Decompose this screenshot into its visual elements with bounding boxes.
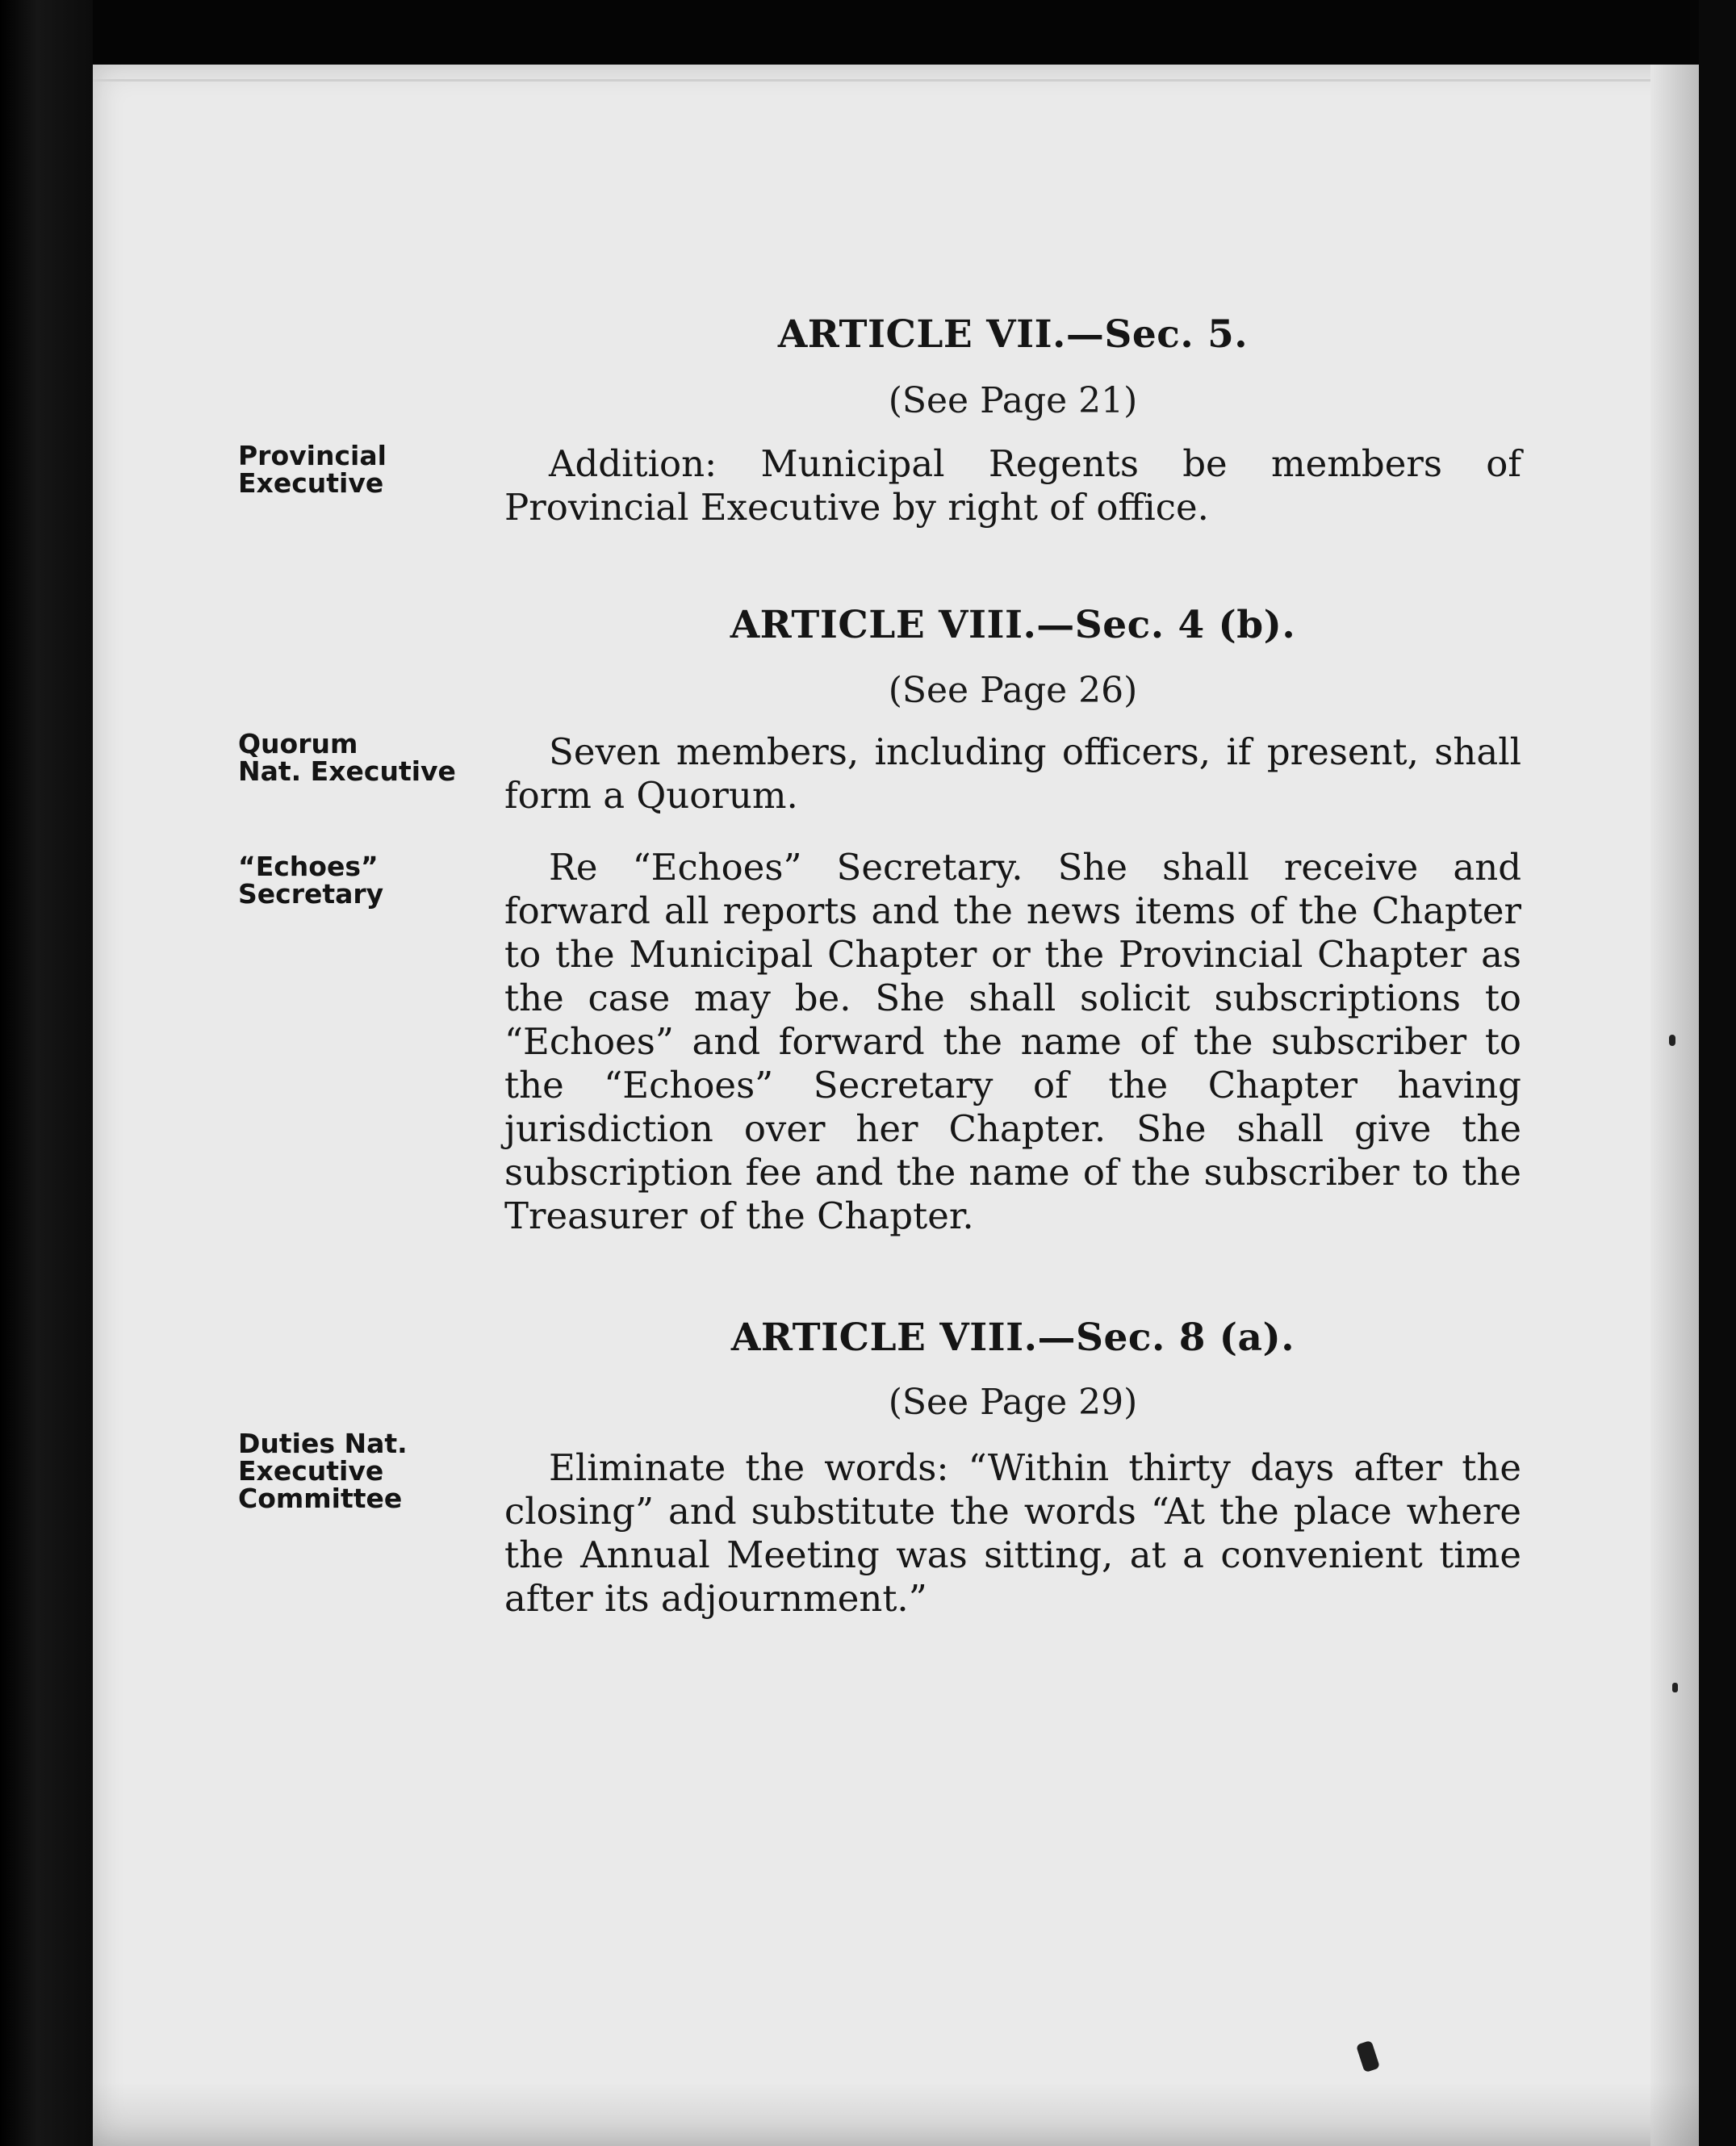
margin-note xyxy=(238,730,496,785)
margin-note-line: “Echoes” xyxy=(238,851,379,882)
margin-note xyxy=(238,1430,496,1512)
film-border-right xyxy=(1699,0,1736,2146)
article-heading: ARTICLE VII.—Sec. 5. xyxy=(777,312,1249,357)
section-body-text: Re “Echoes” Secretary. She shall receive and forward all reports and the news items of the Chapter to the Municipal Chapter or the Provincial Chapter as the case may be. She shall solicit subscriptions to “Echoes” and forward the name of the subscriber to the “Echoes” Secretary of the Chapter having jurisdiction over her Chapter. She shall give the subscription fee and the name of the subscriber to the Treasurer of the Chapter. xyxy=(504,846,1521,1237)
margin-note-line: Committee xyxy=(238,1483,403,1514)
article-heading: ARTICLE VIII.—Sec. 8 (a). xyxy=(730,1316,1295,1360)
margin-note xyxy=(238,442,496,497)
margin-note-line: Provincial xyxy=(238,440,387,471)
page-right-edge xyxy=(1650,65,1699,2146)
page-reference: (See Page 26) xyxy=(888,670,1138,711)
film-border-left xyxy=(0,0,93,2146)
margin-note-line: Secretary xyxy=(238,878,384,910)
margin-note-line: Nat. Executive xyxy=(238,755,456,787)
page-reference: (See Page 21) xyxy=(888,380,1138,421)
film-border-top xyxy=(0,0,1736,65)
margin-note-line: Duties Nat. xyxy=(238,1428,408,1459)
page-top-edge xyxy=(93,79,1691,82)
section-body-text: Eliminate the words: “Within thirty days after the closing” and substitute the words “At the place where the Annual Meeting was sitting, at a convenient time after its adjournment.” xyxy=(504,1446,1521,1620)
film-speck xyxy=(1672,1683,1678,1692)
margin-note-line: Quorum xyxy=(238,728,358,759)
page-reference: (See Page 29) xyxy=(888,1382,1138,1423)
article-heading: ARTICLE VIII.—Sec. 4 (b). xyxy=(730,603,1296,647)
margin-note-line: Executive xyxy=(238,1455,384,1487)
margin-note xyxy=(238,853,496,908)
page-bottom-shade xyxy=(93,2082,1699,2146)
section-body-text: Addition: Municipal Regents be members of Provincial Executive by right of office. xyxy=(504,442,1521,529)
film-speck xyxy=(1669,1035,1675,1046)
section-body-text: Seven members, including officers, if present, shall form a Quorum. xyxy=(504,730,1521,817)
margin-note-line: Executive xyxy=(238,467,384,499)
